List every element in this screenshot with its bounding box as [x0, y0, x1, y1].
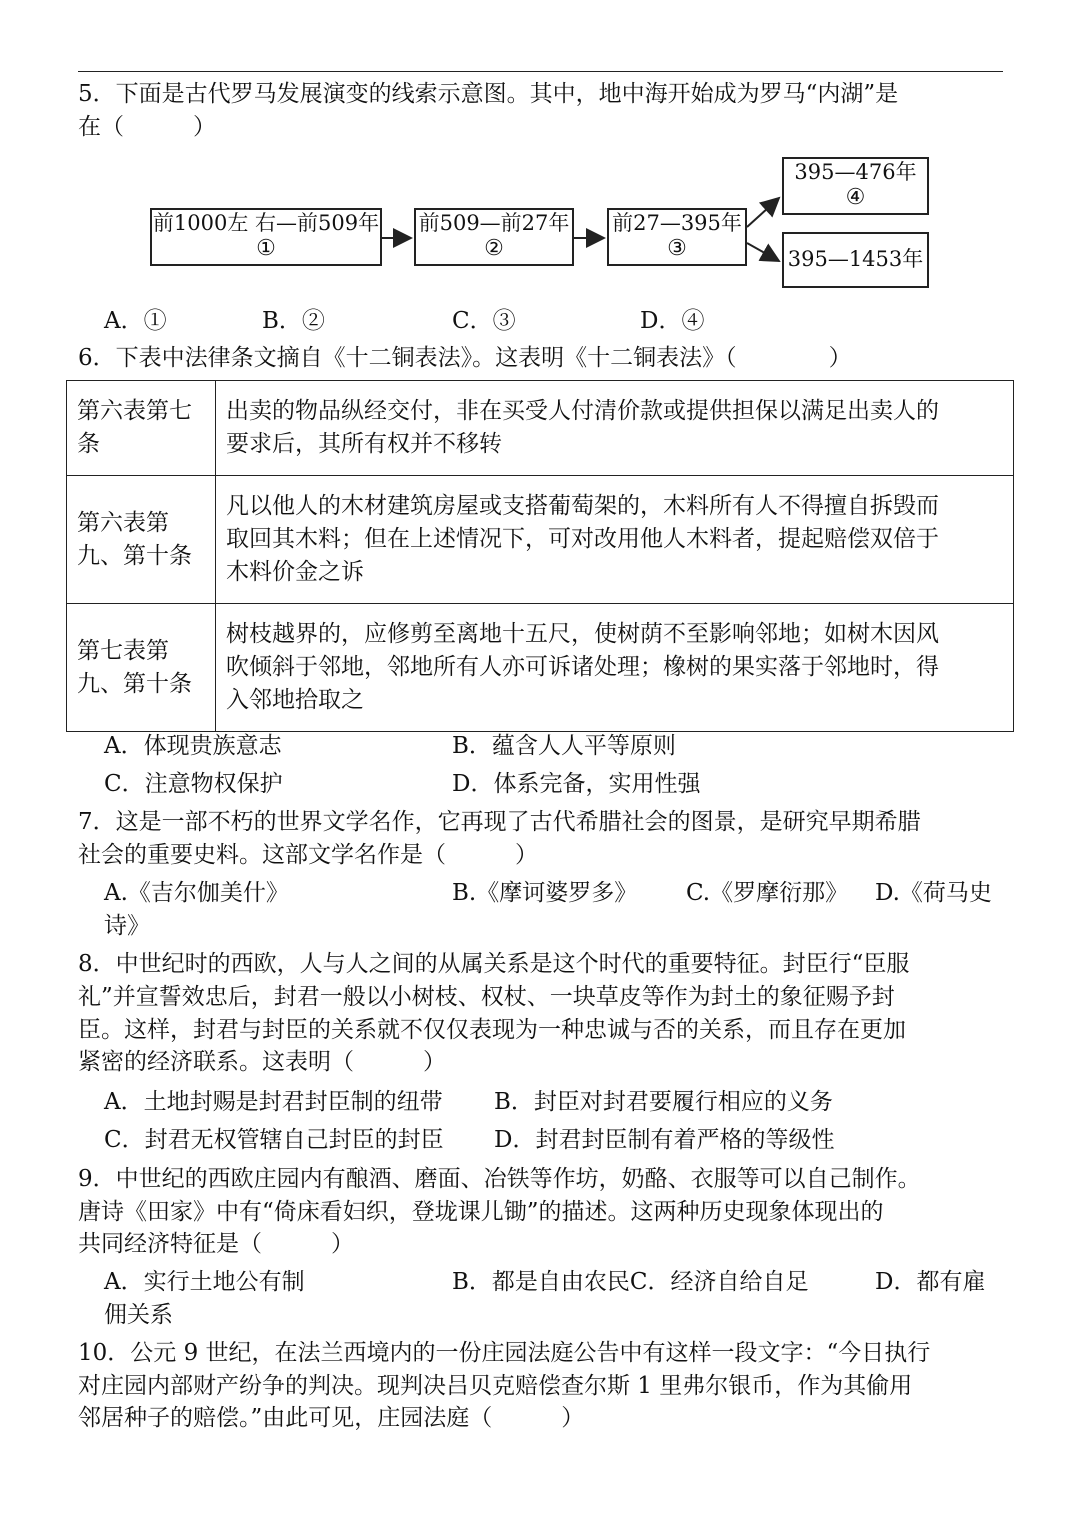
row-head-line: 第六表第七: [77, 398, 192, 424]
q8-stem-line3: 臣。这样，封君与封臣的关系就不仅仅表现为一种忠诚与否的关系，而且存在更加: [78, 1017, 906, 1043]
q9-option-d[interactable]: D．都有雇: [875, 1269, 986, 1295]
row-head-line: 第六表第: [77, 509, 169, 536]
table-row-body: [216, 476, 1014, 604]
q5-stem-line2: 在（ ）: [78, 114, 216, 140]
q7-option-d-wrap: 诗》: [104, 913, 150, 939]
q7-stem-line1: 7．这是一部不朽的世界文学名作，它再现了古代希腊社会的图景，是研究早期希腊: [78, 809, 921, 835]
row-head-line: 九、第十条: [77, 670, 192, 697]
table-row-head: [67, 381, 216, 476]
row-body-line: 吹倾斜于邻地，邻地所有人亦可诉诸处理；橡树的果实落于邻地时，得: [226, 654, 939, 680]
q6-option-d[interactable]: D．体系完备，实用性强: [452, 771, 701, 797]
timeline-box-2: [414, 208, 574, 266]
q7-option-b[interactable]: B.《摩诃婆罗多》: [452, 880, 638, 906]
q6-option-b[interactable]: B．蕴含人人平等原则: [452, 733, 676, 759]
q9-option-d-wrap: 佣关系: [104, 1302, 173, 1328]
q7-option-d[interactable]: D.《荷马史: [875, 880, 992, 906]
timeline-box-2-period: 前509—前27年: [418, 211, 570, 235]
table-row-head: [67, 604, 216, 732]
law-table: [66, 380, 1014, 732]
row-body-line: 出卖的物品纵经交付，非在买受人付清价款或提供担保以满足出卖人的: [226, 398, 939, 424]
table-row: [67, 476, 1014, 604]
timeline-box-4: [782, 157, 929, 215]
timeline-box-3: [607, 208, 747, 266]
row-head-line: 条: [77, 431, 100, 457]
rome-timeline-diagram: [145, 155, 935, 275]
q5-option-b[interactable]: B．②: [262, 308, 325, 334]
q8-stem-line4: 紧密的经济联系。这表明（ ）: [78, 1049, 446, 1075]
q10-stem-line2: 对庄园内部财产纷争的判决。现判决吕贝克赔偿查尔斯 1 里弗尔银币，作为其偷用: [78, 1373, 913, 1399]
q7-option-c[interactable]: C.《罗摩衍那》: [686, 880, 849, 906]
row-body-line: 木料价金之诉: [226, 559, 364, 585]
timeline-box-3-mark: ③: [667, 236, 687, 261]
q8-option-c[interactable]: C．封君无权管辖自己封臣的封臣: [104, 1127, 444, 1153]
table-row-body: [216, 604, 1014, 732]
row-body-line: 取回其木料；但在上述情况下，可对改用他人木料者，提起赔偿双倍于: [226, 526, 939, 552]
row-head-line: 九、第十条: [77, 542, 192, 569]
q7-option-a[interactable]: A.《吉尔伽美什》: [104, 880, 289, 906]
row-body-line: 入邻地拾取之: [226, 687, 364, 713]
table-row-head: [67, 476, 216, 604]
header-rule: [78, 71, 1003, 72]
q8-option-b[interactable]: B．封臣对封君要履行相应的义务: [494, 1089, 833, 1115]
q9-stem-line1: 9．中世纪的西欧庄园内有酿酒、磨面、冶铁等作坊，奶酪、衣服等可以自己制作。: [78, 1166, 921, 1192]
q8-option-d[interactable]: D．封君封臣制有着严格的等级性: [494, 1127, 835, 1153]
table-row-body: [216, 381, 1014, 476]
q5-option-d[interactable]: D．④: [640, 308, 705, 334]
timeline-box-1: [150, 208, 382, 266]
q8-stem-line2: 礼”并宣誓效忠后，封君一般以小树枝、权杖、一块草皮等作为封土的象征赐予封: [78, 984, 895, 1010]
timeline-box-4-period: 395—476年: [794, 160, 917, 184]
timeline-box-1-period: 前1000左 右—前509年: [152, 211, 380, 235]
q9-stem-line2: 唐诗《田家》中有“倚床看妇织，登垅课儿锄”的描述。这两种历史现象体现出的: [78, 1199, 884, 1225]
timeline-box-2-mark: ②: [484, 236, 504, 261]
q10-stem-line3: 邻居种子的赔偿。”由此可见，庄园法庭（ ）: [78, 1405, 585, 1431]
table-row: [67, 381, 1014, 476]
row-body-line: 要求后，其所有权并不移转: [226, 431, 502, 457]
timeline-box-1-mark: ①: [256, 236, 276, 261]
q9-option-a[interactable]: A．实行土地公有制: [104, 1269, 305, 1295]
timeline-box-4-mark: ④: [845, 185, 866, 210]
timeline-box-5: [782, 232, 929, 288]
q6-option-a[interactable]: A．体现贵族意志: [104, 733, 282, 759]
q6-stem: 6．下表中法律条文摘自《十二铜表法》。这表明《十二铜表法》（ ）: [78, 345, 852, 371]
q9-option-b-c[interactable]: B．都是自由农民C．经济自给自足: [452, 1269, 809, 1295]
q5-option-a[interactable]: A．①: [104, 308, 167, 334]
q7-stem-line2: 社会的重要史料。这部文学名作是（ ）: [78, 842, 538, 868]
q5-stem-line1: 5．下面是古代罗马发展演变的线索示意图。其中，地中海开始成为罗马“内湖”是: [78, 81, 899, 107]
q8-stem-line1: 8．中世纪时的西欧，人与人之间的从属关系是这个时代的重要特征。封臣行“臣服: [78, 951, 910, 977]
row-head-line: 第七表第: [77, 637, 169, 664]
table-row: [67, 604, 1014, 732]
timeline-box-3-period: 前27—395年: [612, 211, 742, 235]
row-body-line: 树枝越界的，应修剪至离地十五尺，使树荫不至影响邻地；如树木因风: [226, 621, 939, 647]
q10-stem-line1: 10．公元 9 世纪，在法兰西境内的一份庄园法庭公告中有这样一段文字：“今日执行: [78, 1340, 931, 1366]
q9-stem-line3: 共同经济特征是（ ）: [78, 1231, 354, 1257]
q6-option-c[interactable]: C．注意物权保护: [104, 771, 283, 797]
timeline-box-5-period: 395—1453年: [787, 247, 924, 271]
q5-option-c[interactable]: C．③: [452, 308, 516, 334]
row-body-line: 凡以他人的木材建筑房屋或支搭葡萄架的，木料所有人不得擅自拆毁而: [226, 493, 939, 519]
q8-option-a[interactable]: A．土地封赐是封君封臣制的纽带: [104, 1089, 443, 1115]
